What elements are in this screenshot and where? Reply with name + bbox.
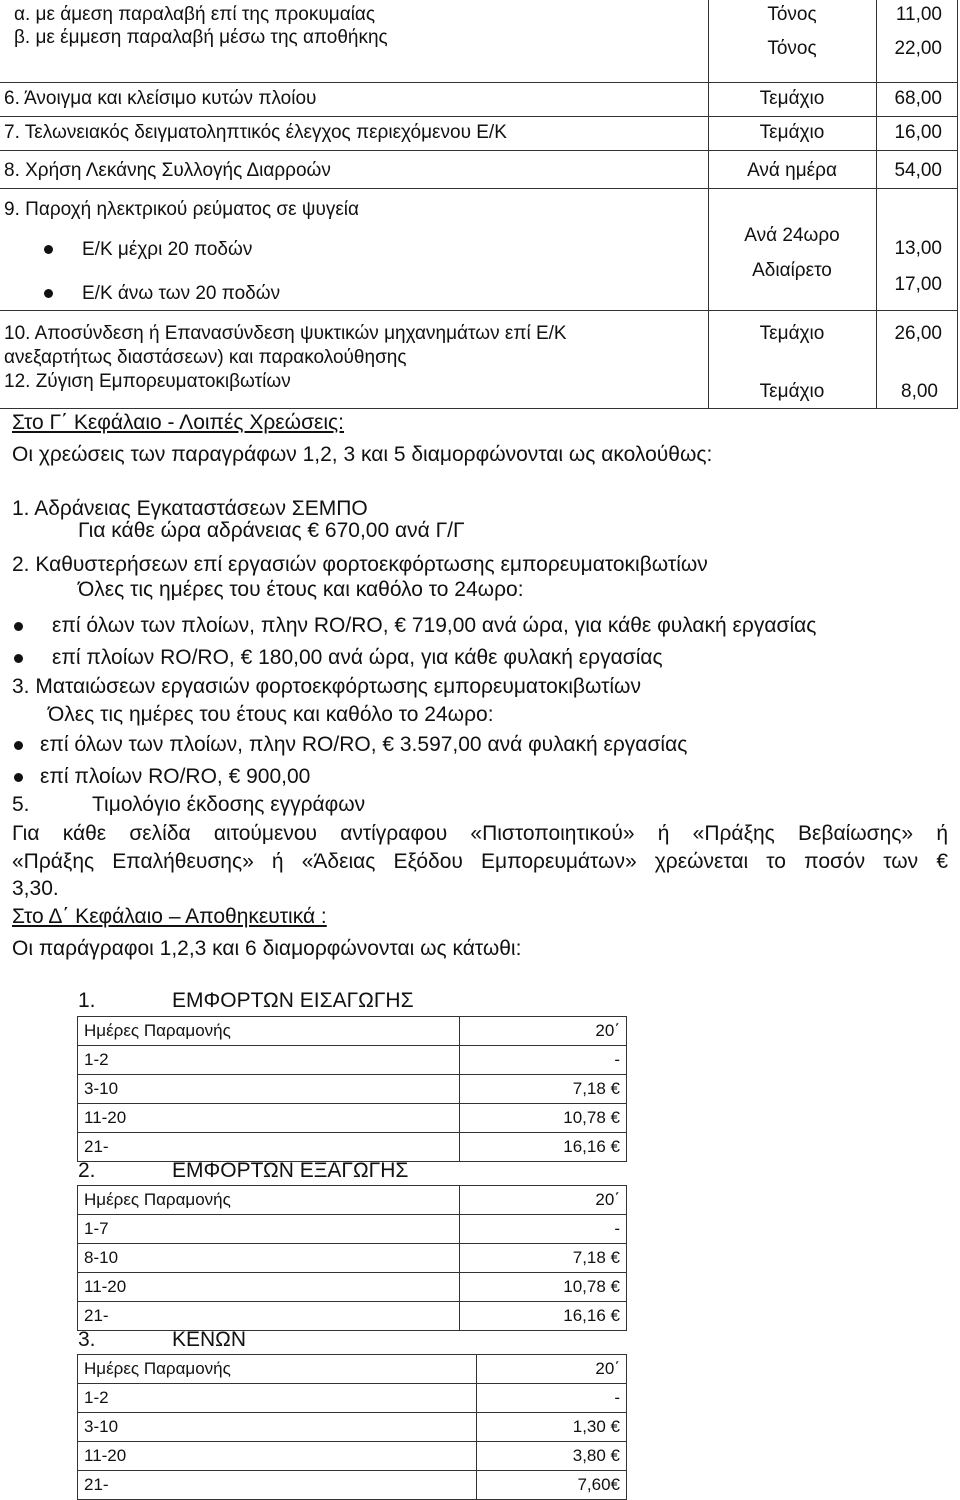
section-g-intro: Οι χρεώσεις των παραγράφων 1,2, 3 και 5 διαμορφώνονται ως ακολούθως: bbox=[12, 443, 713, 466]
table-row bbox=[78, 1017, 627, 1046]
p2-title: 2. Καθυστερήσεων επί εργασιών φορτοεκφόρτωσης εμπορευματοκιβωτίων bbox=[12, 553, 708, 576]
p5-line-1: Για κάθε σελίδα αιτούμενου αντίγραφου «Πιστοποιητικού» ή «Πράξης Βεβαίωσης» ή bbox=[12, 822, 948, 845]
p5-line-2: «Πράξης Επαλήθευσης» ή «Άδειας Εξόδου Εμπορευμάτων» χρεώνεται το ποσόν των € bbox=[12, 850, 948, 873]
table-row bbox=[78, 1442, 627, 1471]
p3-text: Όλες τις ημέρες του έτους και καθόλο το 24ωρο: bbox=[48, 703, 494, 726]
row-8-price: 54,00 bbox=[894, 160, 942, 181]
bullet-icon bbox=[14, 622, 23, 631]
days-price: 10,78 € bbox=[460, 1273, 627, 1302]
bullet-icon bbox=[14, 654, 23, 663]
table-row bbox=[78, 1215, 627, 1244]
storage-table-1-title: ΕΜΦΟΡΤΩΝ ΕΙΣΑΓΩΓΗΣ bbox=[172, 989, 414, 1012]
storage-table-1 bbox=[77, 1016, 627, 1162]
days-range: 11-20 bbox=[78, 1273, 460, 1302]
row-12-label: 12. Ζύγιση Εμπορευματοκιβωτίων bbox=[4, 371, 291, 392]
days-price: 7,18 € bbox=[460, 1244, 627, 1273]
row-10-label: 10. Αποσύνδεση ή Επανασύνδεση ψυκτικών μηχανημάτων επί Ε/Κ bbox=[4, 323, 567, 344]
row-9-price1: 13,00 bbox=[894, 238, 942, 259]
table-row bbox=[78, 1471, 627, 1500]
table-row bbox=[78, 1133, 627, 1162]
section-d-intro: Οι παράγραφοι 1,2,3 και 6 διαμορφώνονται ως κάτωθι: bbox=[12, 937, 522, 960]
row-9-sub2: Ε/Κ άνω των 20 ποδών bbox=[82, 283, 281, 304]
storage-table-2 bbox=[77, 1185, 627, 1331]
row-10-price: 26,00 bbox=[894, 323, 942, 344]
days-price: - bbox=[476, 1384, 626, 1413]
row-10-unit: Τεμάχιο bbox=[759, 323, 825, 344]
days-price: 7,60€ bbox=[476, 1471, 626, 1500]
days-range: 1-2 bbox=[78, 1046, 460, 1075]
row-b-label: β. με έμμεση παραλαβή μέσω της αποθήκης bbox=[14, 27, 388, 48]
table-row bbox=[78, 1186, 627, 1215]
row-12-unit: Τεμάχιο bbox=[759, 381, 825, 402]
days-range: 8-10 bbox=[78, 1244, 460, 1273]
row-9-price2: 17,00 bbox=[894, 274, 942, 295]
row-7-label: 7. Τελωνειακός δειγματοληπτικός έλεγχος περιεχόμενου Ε/Κ bbox=[4, 122, 507, 143]
table-row bbox=[78, 1075, 627, 1104]
table-row bbox=[78, 1413, 627, 1442]
days-price: 1,30 € bbox=[476, 1413, 626, 1442]
p2-bullet-1: επί όλων των πλοίων, πλην RO/RO, € 719,00 ανά ώρα, για κάθε φυλακή εργασίας bbox=[52, 614, 817, 637]
days-range: 11-20 bbox=[78, 1104, 460, 1133]
days-price: 16,16 € bbox=[460, 1133, 627, 1162]
row-a-label: α. με άμεση παραλαβή επί της προκυμαίας bbox=[14, 4, 376, 25]
row-6-unit: Τεμάχιο bbox=[759, 88, 825, 109]
row-10-label2: ανεξαρτήτως διαστάσεων) και παρακολούθησης bbox=[4, 347, 407, 368]
days-range: 21- bbox=[78, 1471, 477, 1500]
row-7-price: 16,00 bbox=[894, 122, 942, 143]
row-6-price: 68,00 bbox=[894, 88, 942, 109]
p2-bullet-2: επί πλοίων RO/RO, € 180,00 ανά ώρα, για κάθε φυλακή εργασίας bbox=[52, 646, 663, 669]
row-b-unit: Τόνος bbox=[767, 38, 817, 59]
bullet-icon bbox=[44, 289, 53, 298]
row-8-unit: Ανά ημέρα bbox=[747, 160, 837, 181]
days-price: - bbox=[460, 1046, 627, 1075]
p3-title: 3. Ματαιώσεων εργασιών φορτοεκφόρτωσης εμπορευματοκιβωτίων bbox=[12, 675, 641, 698]
p5-line-3: 3,30. bbox=[12, 877, 59, 900]
table-row bbox=[78, 1384, 627, 1413]
days-range: 1-7 bbox=[78, 1215, 460, 1244]
row-9-sub1: Ε/Κ μέχρι 20 ποδών bbox=[82, 239, 253, 260]
row-8-label: 8. Χρήση Λεκάνης Συλλογής Διαρροών bbox=[4, 160, 331, 181]
bullet-icon bbox=[14, 773, 23, 782]
days-price: 16,16 € bbox=[460, 1302, 627, 1331]
days-price: - bbox=[460, 1215, 627, 1244]
row-9-unit2: Αδιαίρετο bbox=[752, 260, 832, 281]
storage-table-3 bbox=[77, 1354, 627, 1500]
table-row bbox=[78, 1244, 627, 1273]
p5-num: 5. bbox=[12, 793, 30, 816]
row-9-unit1: Ανά 24ωρο bbox=[744, 225, 840, 246]
p3-bullet-2: επί πλοίων RO/RO, € 900,00 bbox=[40, 765, 311, 788]
storage-table-1-num: 1. bbox=[78, 989, 96, 1012]
row-9-label: 9. Παροχή ηλεκτρικού ρεύματος σε ψυγεία bbox=[4, 199, 360, 220]
row-7-unit: Τεμάχιο bbox=[759, 122, 825, 143]
days-range: 3-10 bbox=[78, 1075, 460, 1104]
table-row bbox=[78, 1355, 627, 1384]
days-price: 3,80 € bbox=[476, 1442, 626, 1471]
section-d-heading: Στο Δ΄ Κεφάλαιο – Αποθηκευτικά : bbox=[12, 905, 327, 928]
bullet-icon bbox=[14, 741, 23, 750]
days-value: 20΄ bbox=[460, 1186, 627, 1215]
storage-table-2-num: 2. bbox=[78, 1159, 96, 1182]
days-price: 7,18 € bbox=[460, 1075, 627, 1104]
row-6-label: 6. Άνοιγμα και κλείσιμο κυτών πλοίου bbox=[4, 88, 317, 109]
days-header: Ημέρες Παραμονής bbox=[78, 1017, 460, 1046]
table-row bbox=[78, 1046, 627, 1075]
days-range: 21- bbox=[78, 1302, 460, 1331]
storage-table-3-num: 3. bbox=[78, 1328, 96, 1351]
table-row bbox=[78, 1302, 627, 1331]
row-a-price: 11,00 bbox=[895, 4, 942, 25]
p1-title: 1. Αδράνειας Εγκαταστάσεων ΣΕΜΠΟ bbox=[12, 497, 368, 520]
p2-text: Όλες τις ημέρες του έτους και καθόλο το 24ωρο: bbox=[78, 578, 524, 601]
bullet-icon bbox=[44, 245, 53, 254]
section-g-heading: Στο Γ΄ Κεφάλαιο - Λοιπές Χρεώσεις: bbox=[12, 411, 345, 434]
days-value: 20΄ bbox=[476, 1355, 626, 1384]
storage-table-2-title: ΕΜΦΟΡΤΩΝ ΕΞΑΓΩΓΗΣ bbox=[172, 1159, 409, 1182]
table-row bbox=[78, 1104, 627, 1133]
days-header: Ημέρες Παραμονής bbox=[78, 1355, 477, 1384]
row-b-price: 22,00 bbox=[894, 38, 942, 59]
row-a-unit: Τόνος bbox=[767, 4, 817, 25]
days-range: 21- bbox=[78, 1133, 460, 1162]
days-value: 20΄ bbox=[460, 1017, 627, 1046]
days-range: 11-20 bbox=[78, 1442, 477, 1471]
p3-bullet-1: επί όλων των πλοίων, πλην RO/RO, € 3.597,00 ανά φυλακή εργασίας bbox=[40, 733, 688, 756]
days-price: 10,78 € bbox=[460, 1104, 627, 1133]
p5-title: Τιμολόγιο έκδοσης εγγράφων bbox=[92, 793, 366, 816]
row-12-price: 8,00 bbox=[901, 381, 938, 402]
days-range: 1-2 bbox=[78, 1384, 477, 1413]
p1-text: Για κάθε ώρα αδράνειας € 670,00 ανά Γ/Γ bbox=[78, 519, 465, 542]
storage-table-3-title: ΚΕΝΩΝ bbox=[172, 1328, 247, 1351]
table-row bbox=[78, 1273, 627, 1302]
days-range: 3-10 bbox=[78, 1413, 477, 1442]
days-header: Ημέρες Παραμονής bbox=[78, 1186, 460, 1215]
